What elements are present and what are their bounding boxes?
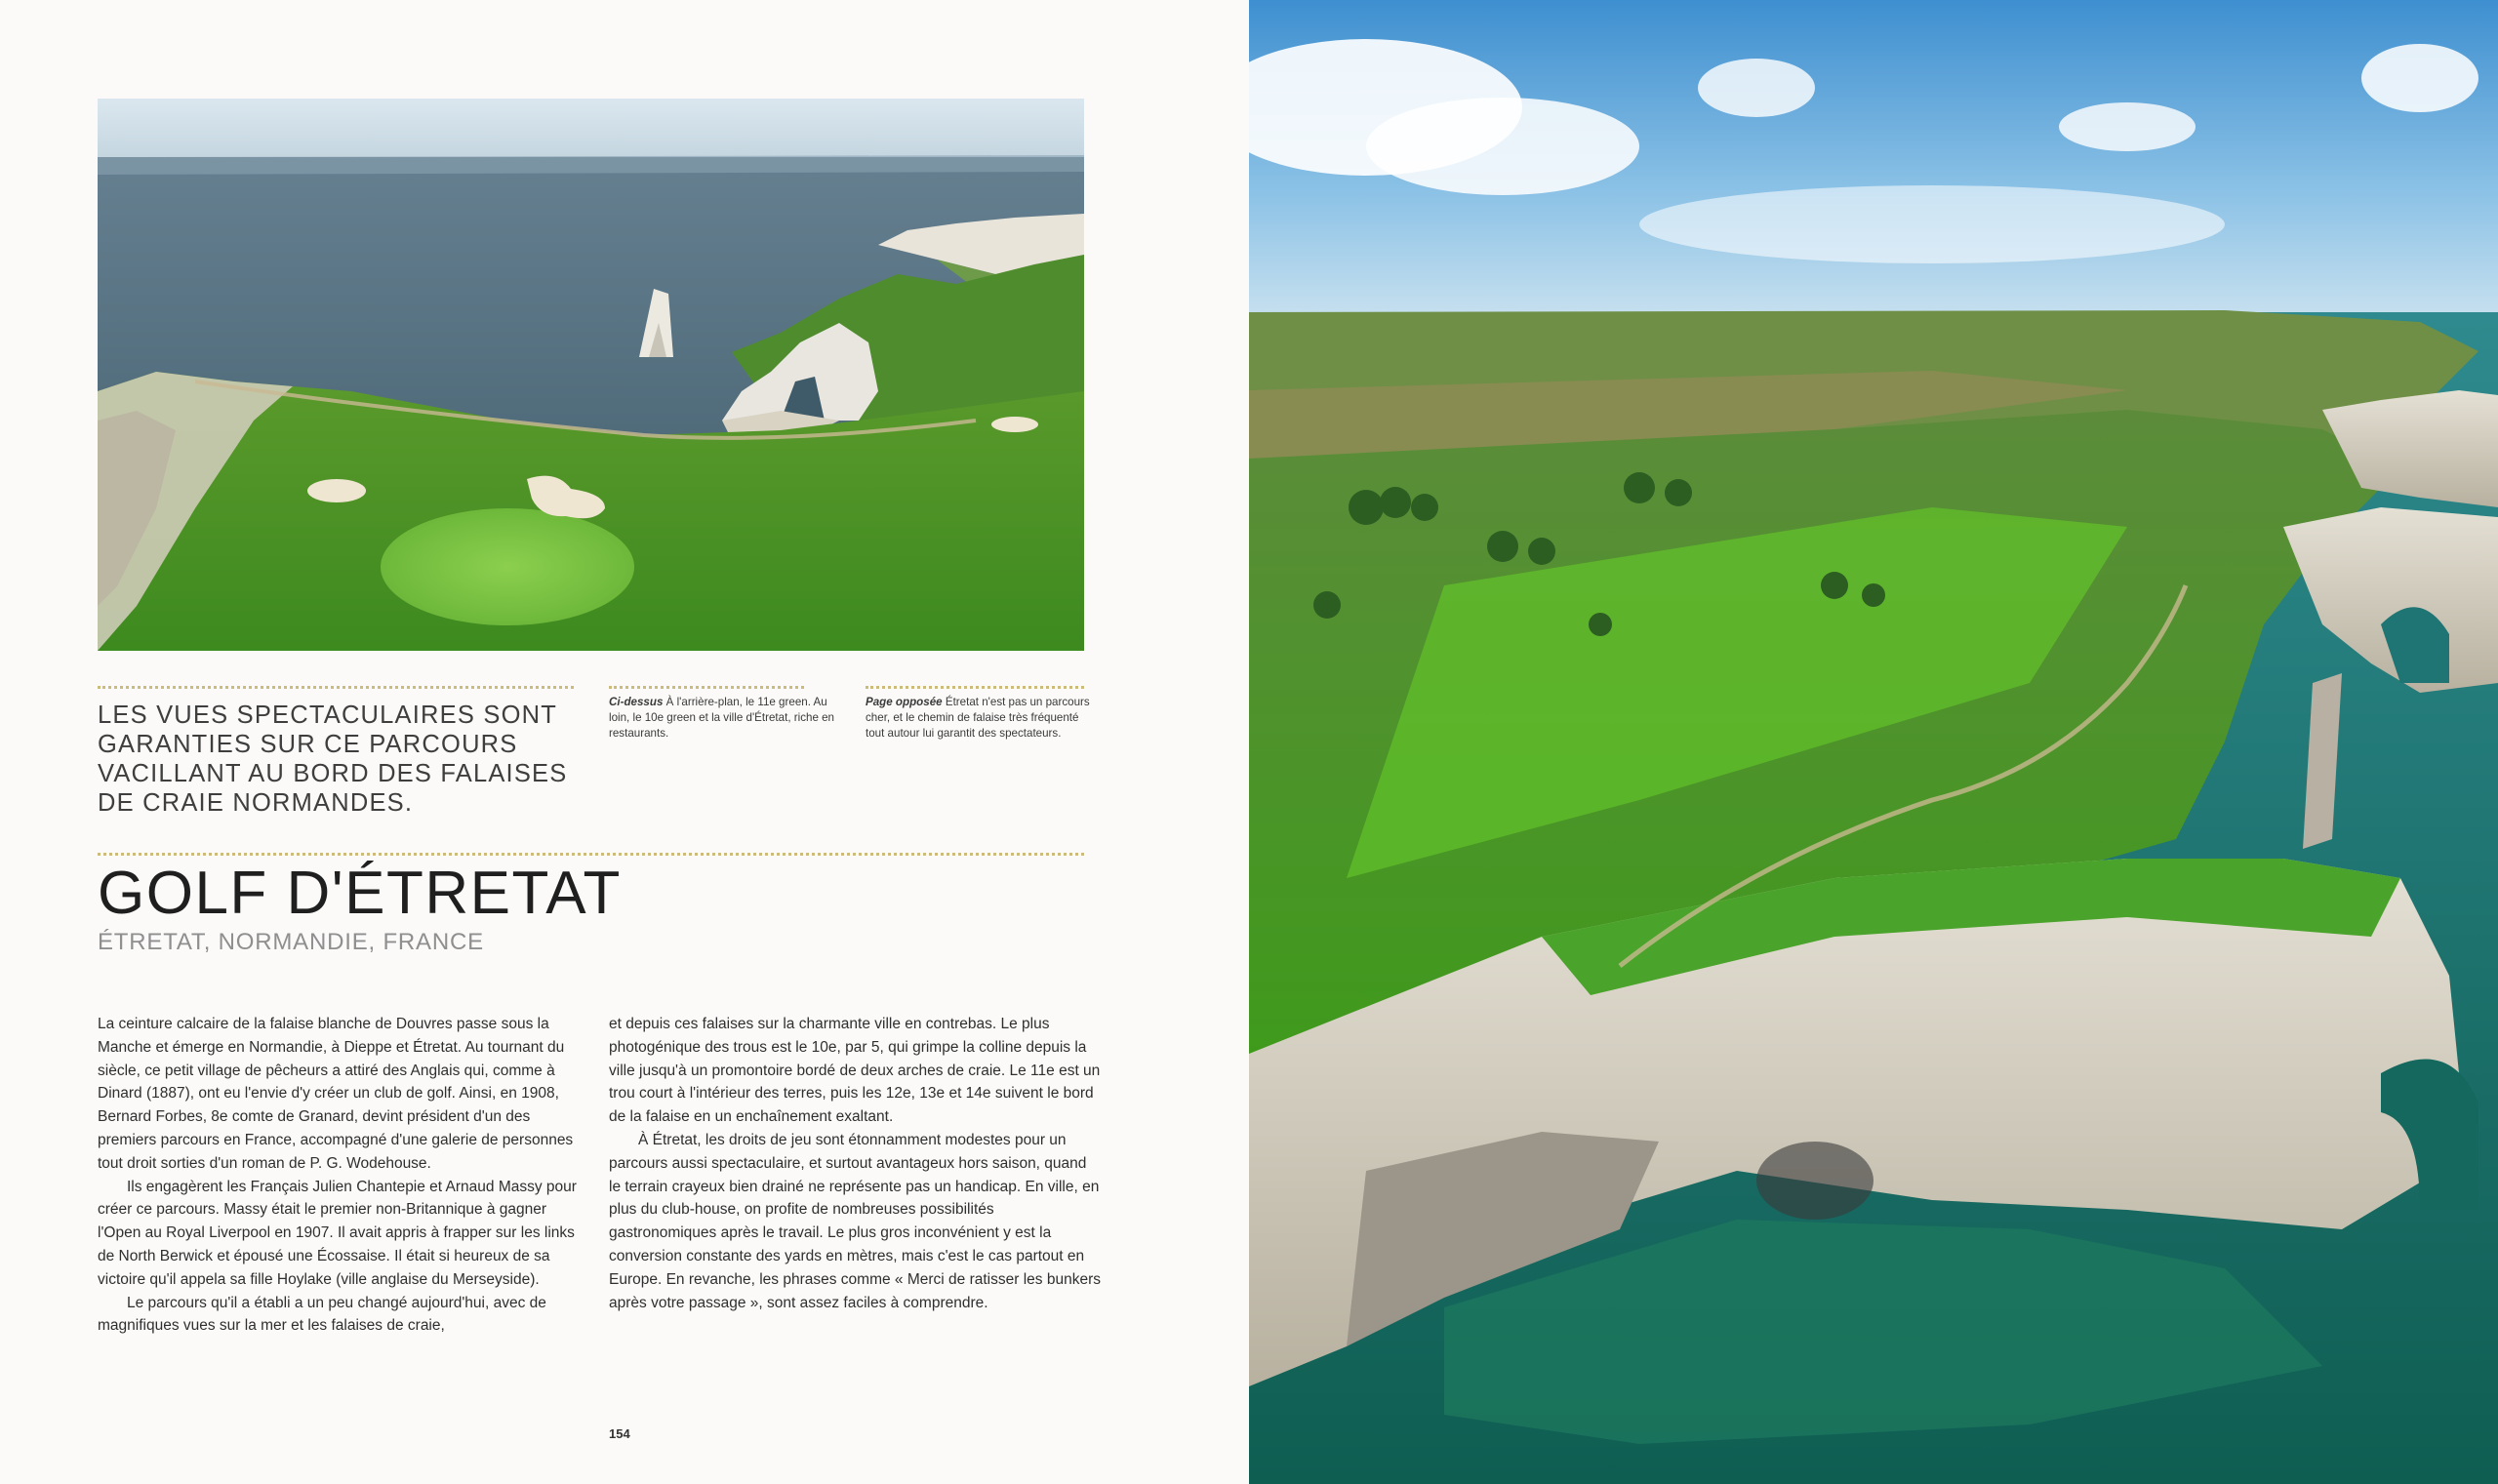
intro-text: LES VUES SPECTACULAIRES SONT GARANTIES SUR CE PARCOURS VACILLANT AU BORD DES FALAISES DE CRAIE NORMANDES.	[98, 702, 568, 817]
body-paragraph: Ils engagèrent les Français Julien Chantepie et Arnaud Massy pour créer ce parcours. Massy était le premier non-Britannique à gagner l'Open au Royal Liverpool en 1907. Il avait appris à frapper sur les links de North Berwick et épousé une Écossaise. Il était si heureux de sa victoire qu'il appela sa fille Hoylake (ville anglaise du Merseyside).	[98, 1178, 577, 1288]
article-title: GOLF D'ÉTRETAT	[98, 860, 622, 927]
divider	[98, 686, 574, 689]
body-paragraph: À Étretat, les droits de jeu sont étonnamment modestes pour un parcours aussi spectaculaire, et surtout avantageux hors saison, quand le terrain crayeux bien drainé ne représente pas un handicap. En ville, en plus du club-house, on profite de nombreuses possibilités gastronomiques après le travail. Le plus gros inconvénient y est la conversion constante des yards en mètres, mais c'est le cas partout en Europe. En revanche, les phrases comme « Merci de ratisser les bunkers après votre passage », sont assez faciles à comprendre.	[609, 1131, 1101, 1311]
caption-lead: Ci-dessus	[609, 696, 664, 708]
page-number: 154	[609, 1426, 630, 1441]
body-paragraph: La ceinture calcaire de la falaise blanche de Douvres passe sous la Manche et émerge en Normandie, à Dieppe et Étretat. Au tournant du siècle, ce petit village de pêcheurs a attiré des Anglais qui, comme à Dinard (1887), ont eu l'envie d'y créer un club de golf. Ainsi, en 1908, Bernard Forbes, 8e comte de Granard, devint président d'un des premiers parcours en France, accompagné d'une galerie de personnes tout droit sorties d'un roman de P. G. Wodehouse.	[98, 1016, 574, 1172]
caption-text: Étretat n'est pas un parcours cher, et le chemin de falaise très fréquenté tout autour lui garantit des spectateurs.	[866, 696, 1090, 740]
body-paragraph: et depuis ces falaises sur la charmante ville en contrebas. Le plus photogénique des trous est le 10e, par 5, qui grimpe la colline depuis la ville jusqu'à un promontoire bordé de deux arches de craie. Le 11e est un trou court à l'intérieur des terres, puis les 12e, 13e et 14e suivent le bord de la falaise en un enchaînement exaltant.	[609, 1016, 1101, 1126]
aerial-cliffs-photo	[1249, 0, 2498, 1484]
caption-lead: Page opposée	[866, 696, 943, 708]
body-column-2	[609, 1013, 1102, 1314]
body-column-1	[98, 1013, 590, 1338]
article-location: ÉTRETAT, NORMANDIE, FRANCE	[98, 929, 484, 955]
body-paragraph: Le parcours qu'il a établi a un peu changé aujourd'hui, avec de magnifiques vues sur la mer et les falaises de craie,	[98, 1294, 546, 1335]
golf-green-cliff-photo	[98, 99, 1084, 651]
divider	[98, 853, 1084, 856]
photo-caption	[609, 695, 835, 742]
photo-caption	[866, 695, 1090, 742]
divider	[866, 686, 1084, 689]
divider	[609, 686, 804, 689]
caption-text: À l'arrière-plan, le 11e green. Au loin, le 10e green et la ville d'Étretat, riche en restaurants.	[609, 696, 835, 740]
